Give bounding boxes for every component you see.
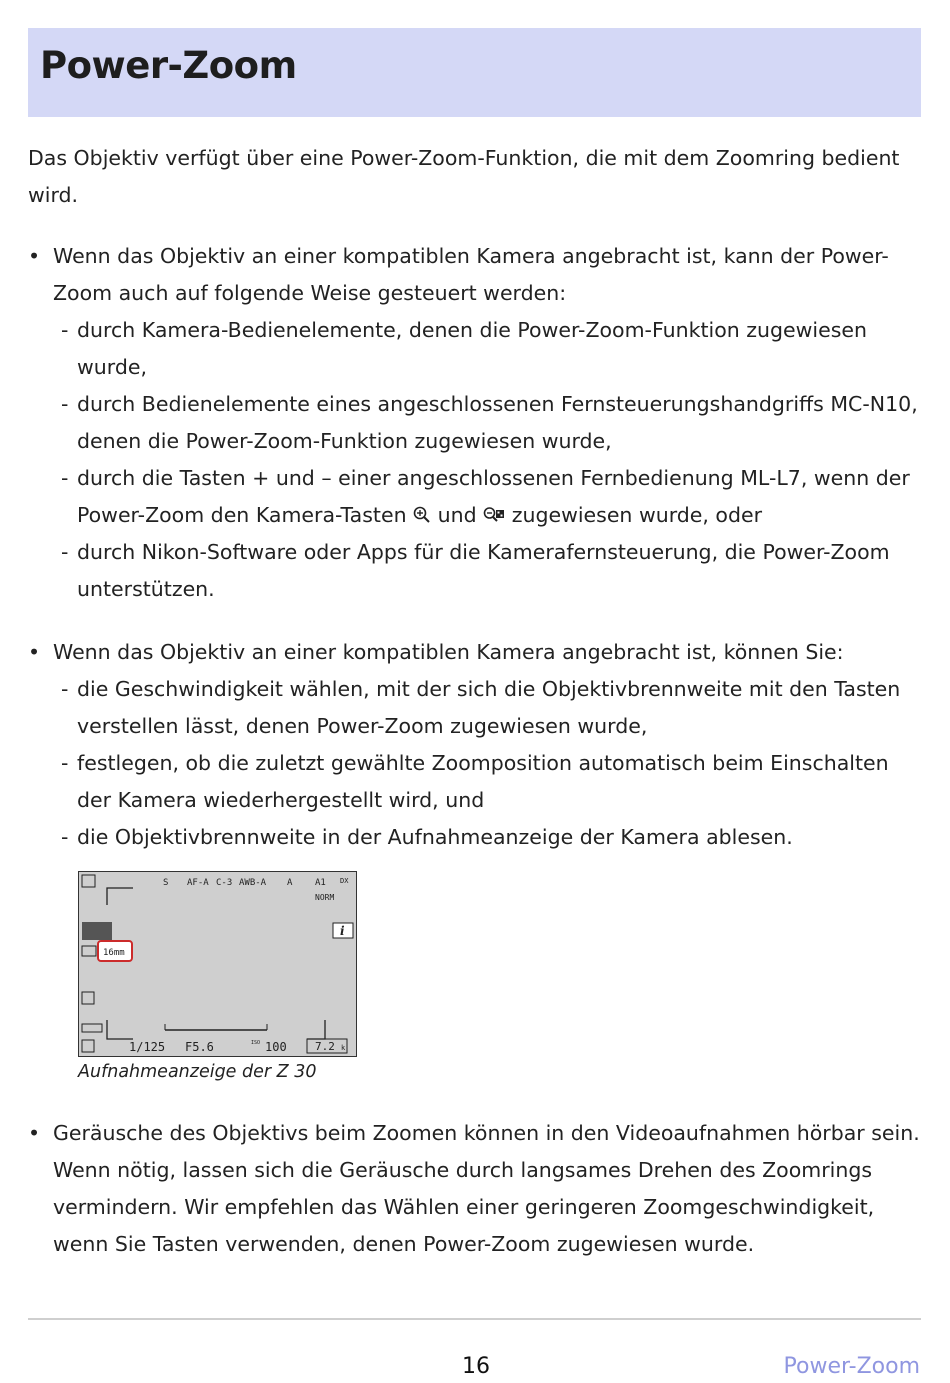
sub-item: - festlegen, ob die zuletzt gewählte Zoomposition automatisch beim Einschalten der Kamera wiederhergestellt wird, und [61, 751, 889, 812]
sub-item-text: und [437, 503, 477, 527]
mode-icon [82, 875, 95, 887]
bullet-text: Geräusche des Objektivs beim Zoomen können in den Videoaufnahmen hörbar sein. Wenn nötig, lassen sich die Geräusche durch langsames Drehen des Zoomrings vermindern. Wir empfehlen das Wählen einer geringeren Zoomgeschwindigkeit, wenn Sie Tasten verwenden, denen Power-Zoom zugewiesen wurde. [53, 1121, 920, 1256]
sub-item: - durch Kamera-Bedienelemente, denen die Power-Zoom-Funktion zugewiesen wurde, [61, 318, 868, 379]
osd-top-icon: A [287, 878, 293, 888]
camera-shooting-display [78, 871, 357, 1057]
figure-caption: Aufnahmeanzeige der Z 30 [78, 1062, 317, 1082]
svg-text:i: i [340, 924, 345, 938]
bullet-marker: • [28, 244, 41, 268]
bullet-marker: • [28, 1121, 41, 1145]
sub-item-text: zugewiesen wurde, oder [511, 503, 763, 527]
sub-item: - die Objektivbrennweite in der Aufnahmeanzeige der Kamera ablesen. [61, 825, 793, 849]
sub-item-text: durch die Tasten + und – einer angeschlossenen Fernbedienung ML-L7, wenn der Power-Zoom den Kamera-Tasten [77, 466, 910, 527]
aperture-readout: F5.6 [185, 1040, 214, 1054]
section-link[interactable]: Power-Zoom [783, 1354, 920, 1379]
frame-corner-top-left [107, 888, 133, 905]
page-title: Power-Zoom [40, 44, 297, 87]
shutter-speed-readout: 1/125 [129, 1040, 166, 1054]
sub-item: - durch Nikon-Software oder Apps für die Kamerafernsteuerung, die Power-Zoom unterstützen. [61, 540, 890, 601]
osd-top-icon: AF-A [187, 878, 209, 888]
intro-paragraph: Das Objektiv verfügt über eine Power-Zoom-Funktion, die mit dem Zoomring bedient wird. [28, 146, 900, 207]
footer-divider [28, 1318, 921, 1320]
page-number: 16 [462, 1354, 490, 1379]
frame-corner-bottom-right [307, 1020, 325, 1039]
vr-icon [82, 946, 96, 956]
osd-top-icon: AWB-A [239, 878, 267, 888]
iso-readout: 100 [265, 1040, 287, 1054]
osd-top-icon: A1 [315, 878, 326, 888]
battery-icon [82, 1024, 102, 1032]
sub-item: - durch Bedienelemente eines angeschlossenen Fernsteuerungshandgriffs MC-N10, denen die Power-Zoom-Funktion zugewiesen wurde, [61, 392, 918, 453]
frames-remaining-readout: 7.2 [315, 1040, 335, 1053]
sub-item-text: die Objektivbrennweite in der Aufnahmeanzeige der Kamera ablesen. [77, 825, 793, 849]
sub-item-text: durch Bedienelemente eines angeschlossenen Fernsteuerungshandgriffs MC-N10, denen die Power-Zoom-Funktion zugewiesen wurde, [77, 392, 918, 453]
bullet-list-item [28, 634, 921, 856]
frames-unit: k [341, 1044, 346, 1052]
sub-item-text: durch Kamera-Bedienelemente, denen die Power-Zoom-Funktion zugewiesen wurde, [77, 318, 868, 379]
metering-icon [82, 1040, 94, 1052]
zoom-out-thumbnail-icon [483, 506, 505, 524]
af-area-icon [82, 992, 94, 1004]
sub-item: - die Geschwindigkeit wählen, mit der sich die Objektivbrennweite mit den Tasten verstellen lässt, denen Power-Zoom zugewiesen wurde, [61, 677, 901, 738]
sub-item-text: die Geschwindigkeit wählen, mit der sich die Objektivbrennweite mit den Tasten verstellen lässt, denen Power-Zoom zugewiesen wurde, [77, 677, 901, 738]
bullet-list-item [28, 238, 921, 608]
osd-top-icon: S [163, 878, 169, 888]
osd-top-icon: DX [340, 877, 349, 885]
frame-corner-bottom-left [107, 1020, 133, 1039]
sub-item: - durch die Tasten + und – einer angeschlossenen Fernbedienung ML-L7, wenn der Power-Zoom den Kamera-Tasten und zugewiesen wurde, oder [61, 466, 910, 527]
osd-top-icon: C-3 [216, 878, 233, 888]
sub-item-text: festlegen, ob die zuletzt gewählte Zoomposition automatisch beim Einschalten der Kamera wiederhergestellt wird, und [77, 751, 889, 812]
top-status-row [163, 877, 349, 902]
focal-length-readout: 16mm [103, 948, 125, 958]
sub-item-text: durch Nikon-Software oder Apps für die Kamerafernsteuerung, die Power-Zoom unterstützen. [77, 540, 890, 601]
title-bar [28, 28, 921, 117]
bullet-text: Wenn das Objektiv an einer kompatiblen Kamera angebracht ist, kann der Power-Zoom auch auf folgende Weise gesteuert werden: [53, 244, 889, 305]
iso-label: ISO [251, 1040, 261, 1046]
zoom-in-icon [413, 506, 431, 524]
bullet-marker: • [28, 640, 41, 664]
osd-top-icon: NORM [315, 893, 335, 902]
bullet-text: Wenn das Objektiv an einer kompatiblen Kamera angebracht ist, können Sie: [53, 640, 844, 664]
bullet-list-item [28, 1115, 921, 1263]
left-side-icon [82, 922, 112, 940]
camera-display-graphic [79, 872, 355, 1055]
